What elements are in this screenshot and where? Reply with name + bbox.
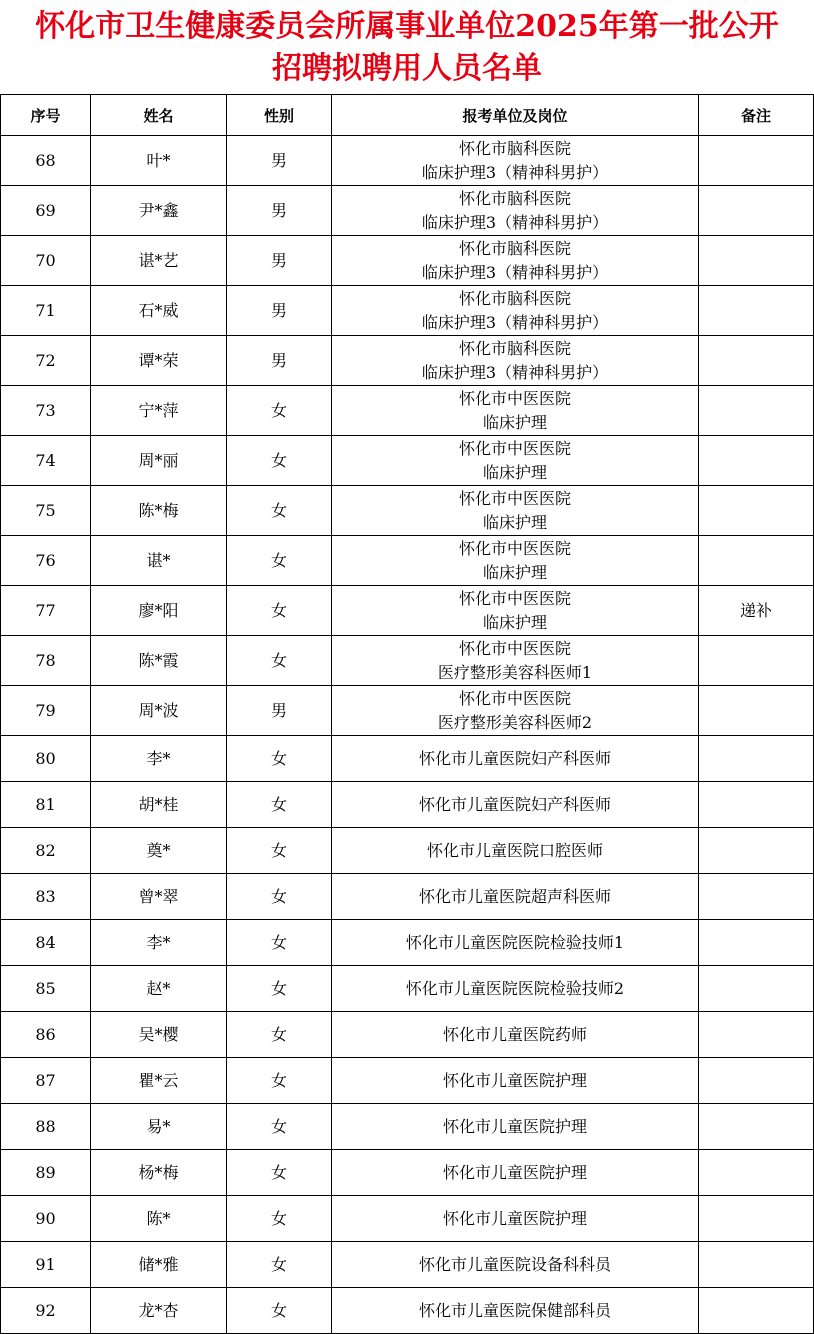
table-row [1, 636, 814, 686]
cell-number: 74 [1, 436, 91, 486]
table-row [1, 1058, 814, 1104]
table-row [1, 236, 814, 286]
cell-unit-post [332, 136, 699, 186]
cell-number: 76 [1, 536, 91, 586]
cell-gender: 女 [227, 874, 332, 920]
cell-note [699, 1288, 814, 1334]
table-row [1, 336, 814, 386]
cell-note [699, 1012, 814, 1058]
cell-unit-post [332, 286, 699, 336]
cell-name: 陈*霞 [91, 636, 227, 686]
cell-note [699, 636, 814, 686]
cell-note [699, 186, 814, 236]
table-row [1, 736, 814, 782]
cell-gender: 女 [227, 782, 332, 828]
cell-gender: 女 [227, 828, 332, 874]
title-line-1: 怀化市卫生健康委员会所属事业单位2025年第一批公开 [35, 9, 779, 44]
cell-number: 85 [1, 966, 91, 1012]
table-row [1, 1012, 814, 1058]
cell-name: 尹*鑫 [91, 186, 227, 236]
cell-unit-post [332, 966, 699, 1012]
cell-unit-post [332, 736, 699, 782]
cell-note [699, 486, 814, 536]
unit-text: 怀化市儿童医院超声科医师 [418, 886, 611, 906]
unit-text: 怀化市儿童医院医院检验技师1 [405, 932, 625, 952]
cell-number: 73 [1, 386, 91, 436]
cell-note [699, 236, 814, 286]
post-text: 临床护理 [482, 412, 547, 432]
unit-text: 怀化市儿童医院护理 [442, 1208, 587, 1228]
cell-name: 储*雅 [91, 1242, 227, 1288]
cell-name: 李* [91, 920, 227, 966]
cell-note [699, 828, 814, 874]
cell-name: 赵* [91, 966, 227, 1012]
cell-unit-post [332, 336, 699, 386]
cell-number: 92 [1, 1288, 91, 1334]
cell-unit-post [332, 536, 699, 586]
cell-gender: 女 [227, 1012, 332, 1058]
cell-unit-post [332, 1288, 699, 1334]
cell-name: 吴*樱 [91, 1012, 227, 1058]
cell-gender: 男 [227, 186, 332, 236]
cell-unit-post [332, 486, 699, 536]
unit-text: 怀化市中医医院 [458, 488, 571, 508]
table-row [1, 1150, 814, 1196]
cell-note [699, 966, 814, 1012]
cell-note [699, 336, 814, 386]
cell-number: 87 [1, 1058, 91, 1104]
cell-name: 李* [91, 736, 227, 782]
cell-note [699, 1104, 814, 1150]
cell-unit-post [332, 1196, 699, 1242]
unit-text: 怀化市儿童医院妇产科医师 [418, 794, 611, 814]
cell-note [699, 1196, 814, 1242]
post-text: 临床护理3（精神科男护） [421, 312, 609, 332]
cell-gender: 女 [227, 436, 332, 486]
table-row [1, 966, 814, 1012]
cell-note [699, 782, 814, 828]
cell-unit-post [332, 782, 699, 828]
cell-gender: 女 [227, 1242, 332, 1288]
cell-gender: 女 [227, 966, 332, 1012]
cell-number: 72 [1, 336, 91, 386]
cell-number: 89 [1, 1150, 91, 1196]
table-row [1, 436, 814, 486]
table-row [1, 782, 814, 828]
header-name: 姓名 [91, 95, 227, 136]
unit-text: 怀化市儿童医院设备科科员 [418, 1254, 611, 1274]
cell-number: 90 [1, 1196, 91, 1242]
unit-text: 怀化市脑科医院 [458, 338, 571, 358]
document-title [0, 0, 814, 94]
post-text: 临床护理 [482, 562, 547, 582]
cell-number: 75 [1, 486, 91, 536]
unit-text: 怀化市中医医院 [458, 388, 571, 408]
cell-gender: 女 [227, 1150, 332, 1196]
table-row [1, 586, 814, 636]
table-row [1, 920, 814, 966]
cell-note: 递补 [699, 586, 814, 636]
cell-gender: 女 [227, 736, 332, 782]
cell-unit-post [332, 874, 699, 920]
cell-gender: 女 [227, 920, 332, 966]
cell-name: 谌* [91, 536, 227, 586]
cell-unit-post [332, 186, 699, 236]
cell-note [699, 920, 814, 966]
unit-text: 怀化市儿童医院护理 [442, 1070, 587, 1090]
unit-text: 怀化市儿童医院妇产科医师 [418, 748, 611, 768]
table-row [1, 828, 814, 874]
unit-text: 怀化市脑科医院 [458, 138, 571, 158]
personnel-table [0, 94, 814, 1334]
cell-number: 82 [1, 828, 91, 874]
header-unit-post: 报考单位及岗位 [332, 95, 699, 136]
post-text: 医疗整形美容科医师2 [437, 712, 593, 732]
post-text: 临床护理3（精神科男护） [421, 212, 609, 232]
cell-name: 周*丽 [91, 436, 227, 486]
cell-gender: 女 [227, 536, 332, 586]
unit-text: 怀化市儿童医院医院检验技师2 [405, 978, 625, 998]
table-header-row [1, 95, 814, 136]
cell-gender: 女 [227, 486, 332, 536]
cell-number: 83 [1, 874, 91, 920]
unit-text: 怀化市儿童医院药师 [442, 1024, 587, 1044]
cell-note [699, 436, 814, 486]
cell-note [699, 536, 814, 586]
cell-note [699, 386, 814, 436]
post-text: 临床护理3（精神科男护） [421, 162, 609, 182]
cell-note [699, 1242, 814, 1288]
cell-unit-post [332, 1012, 699, 1058]
unit-text: 怀化市儿童医院护理 [442, 1116, 587, 1136]
table-body [1, 136, 814, 1334]
table-row [1, 536, 814, 586]
header-number: 序号 [1, 95, 91, 136]
cell-gender: 女 [227, 1288, 332, 1334]
cell-name: 易* [91, 1104, 227, 1150]
cell-number: 88 [1, 1104, 91, 1150]
cell-gender: 女 [227, 386, 332, 436]
cell-gender: 男 [227, 236, 332, 286]
cell-number: 86 [1, 1012, 91, 1058]
cell-name: 石*威 [91, 286, 227, 336]
table-row [1, 1104, 814, 1150]
cell-gender: 女 [227, 1058, 332, 1104]
cell-unit-post [332, 636, 699, 686]
unit-text: 怀化市脑科医院 [458, 238, 571, 258]
cell-unit-post [332, 586, 699, 636]
cell-number: 84 [1, 920, 91, 966]
cell-note [699, 736, 814, 782]
cell-name: 陈*梅 [91, 486, 227, 536]
cell-note [699, 1150, 814, 1196]
cell-gender: 女 [227, 1104, 332, 1150]
unit-text: 怀化市中医医院 [458, 438, 571, 458]
cell-note [699, 874, 814, 920]
cell-number: 68 [1, 136, 91, 186]
table-row [1, 1242, 814, 1288]
unit-text: 怀化市脑科医院 [458, 188, 571, 208]
unit-text: 怀化市儿童医院护理 [442, 1162, 587, 1182]
cell-number: 80 [1, 736, 91, 782]
header-note: 备注 [699, 95, 814, 136]
cell-name: 宁*萍 [91, 386, 227, 436]
cell-number: 70 [1, 236, 91, 286]
table-row [1, 1288, 814, 1334]
cell-gender: 男 [227, 286, 332, 336]
cell-name: 谌*艺 [91, 236, 227, 286]
cell-name: 奠* [91, 828, 227, 874]
cell-unit-post [332, 920, 699, 966]
post-text: 临床护理3（精神科男护） [421, 362, 609, 382]
cell-unit-post [332, 386, 699, 436]
unit-text: 怀化市中医医院 [458, 688, 571, 708]
cell-number: 91 [1, 1242, 91, 1288]
cell-unit-post [332, 236, 699, 286]
table-row [1, 686, 814, 736]
unit-text: 怀化市中医医院 [458, 638, 571, 658]
unit-text: 怀化市中医医院 [458, 588, 571, 608]
cell-note [699, 286, 814, 336]
table-row [1, 486, 814, 536]
cell-name: 叶* [91, 136, 227, 186]
cell-number: 69 [1, 186, 91, 236]
unit-text: 怀化市中医医院 [458, 538, 571, 558]
table-row [1, 286, 814, 336]
cell-name: 廖*阳 [91, 586, 227, 636]
cell-note [699, 136, 814, 186]
cell-unit-post [332, 1242, 699, 1288]
cell-gender: 男 [227, 336, 332, 386]
cell-unit-post [332, 1104, 699, 1150]
cell-number: 79 [1, 686, 91, 736]
post-text: 临床护理3（精神科男护） [421, 262, 609, 282]
cell-name: 周*波 [91, 686, 227, 736]
cell-name: 曾*翠 [91, 874, 227, 920]
unit-text: 怀化市儿童医院保健部科员 [418, 1300, 611, 1320]
title-line-2: 招聘拟聘用人员名单 [272, 51, 542, 86]
unit-text: 怀化市脑科医院 [458, 288, 571, 308]
cell-unit-post [332, 828, 699, 874]
post-text: 临床护理 [482, 612, 547, 632]
table-row [1, 1196, 814, 1242]
cell-gender: 女 [227, 1196, 332, 1242]
cell-name: 瞿*云 [91, 1058, 227, 1104]
unit-text: 怀化市儿童医院口腔医师 [426, 840, 603, 860]
cell-gender: 男 [227, 686, 332, 736]
header-gender: 性别 [227, 95, 332, 136]
table-row [1, 386, 814, 436]
post-text: 医疗整形美容科医师1 [437, 662, 593, 682]
table-row [1, 136, 814, 186]
cell-gender: 女 [227, 586, 332, 636]
cell-number: 78 [1, 636, 91, 686]
cell-unit-post [332, 1058, 699, 1104]
table-row [1, 874, 814, 920]
cell-note [699, 686, 814, 736]
cell-number: 77 [1, 586, 91, 636]
post-text: 临床护理 [482, 462, 547, 482]
cell-name: 陈* [91, 1196, 227, 1242]
cell-name: 杨*梅 [91, 1150, 227, 1196]
cell-unit-post [332, 686, 699, 736]
cell-name: 龙*杏 [91, 1288, 227, 1334]
cell-note [699, 1058, 814, 1104]
cell-unit-post [332, 1150, 699, 1196]
cell-gender: 男 [227, 136, 332, 186]
cell-name: 谭*荣 [91, 336, 227, 386]
cell-name: 胡*桂 [91, 782, 227, 828]
post-text: 临床护理 [482, 512, 547, 532]
cell-gender: 女 [227, 636, 332, 686]
cell-unit-post [332, 436, 699, 486]
table-row [1, 186, 814, 236]
cell-number: 81 [1, 782, 91, 828]
cell-number: 71 [1, 286, 91, 336]
